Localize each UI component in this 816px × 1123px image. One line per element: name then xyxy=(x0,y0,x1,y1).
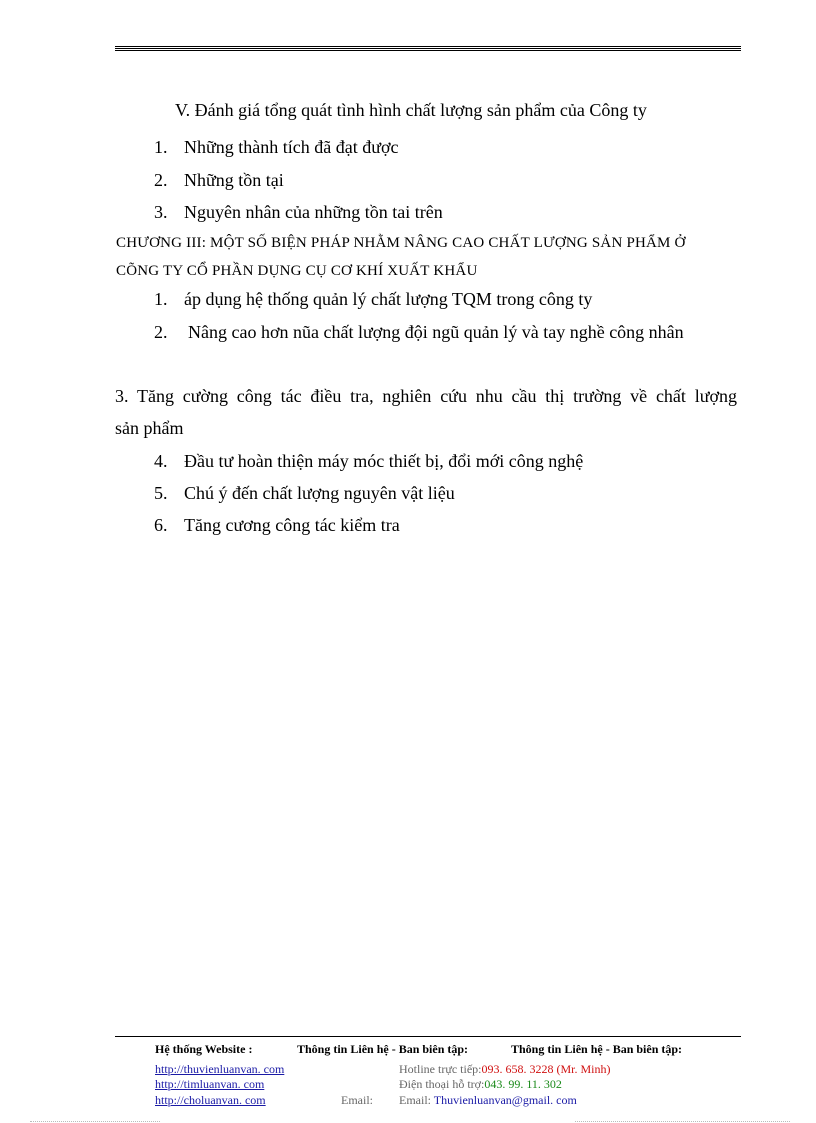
measure-number: 6. xyxy=(154,515,168,535)
email-value[interactable]: Thuvienluanvan@gmail. com xyxy=(433,1093,577,1107)
footer-contact-title-2: Thông tin Liên hệ - Ban biên tập: xyxy=(511,1042,683,1056)
chapter-title-line2: CÕNG TY CỔ PHẦN DỤNG CỤ CƠ KHÍ XUẤT KHẨU xyxy=(116,263,478,279)
footer-contact-title: Thông tin Liên hệ - Ban biên tập: xyxy=(297,1042,469,1056)
section-v-title: V. Đánh giá tổng quát tình hình chất lượng sản phẩm của Công ty xyxy=(175,100,647,120)
footer-website-link[interactable]: http://thuvienluanvan. com xyxy=(155,1062,285,1076)
sub-item-text: Những tồn tại xyxy=(184,170,284,190)
measure-number: 1. xyxy=(154,289,168,309)
chapter-title-line1: CHƯƠNG III: MỘT SỐ BIỆN PHÁP NHẰM NÂNG CAO CHẤT LƯỢNG SẢN PHẨM Ở xyxy=(116,235,686,251)
footer-dotted-line-right xyxy=(575,1121,790,1122)
footer-email xyxy=(399,1093,577,1107)
measure-text: Tăng cương công tác kiểm tra xyxy=(184,515,400,535)
hotline-label: Hotline trực tiếp: xyxy=(399,1062,482,1076)
measure-text: áp dụng hệ thống quản lý chất lượng TQM trong công ty xyxy=(184,289,593,309)
measure-item xyxy=(154,450,583,472)
footer-rule xyxy=(115,1036,741,1037)
measure-text: Đầu tư hoàn thiện máy móc thiết bị, đổi mới công nghệ xyxy=(184,451,584,471)
sub-item-number: 1. xyxy=(154,137,168,157)
sub-item xyxy=(154,201,443,223)
header-rule-3 xyxy=(115,50,741,51)
email-label: Email: xyxy=(399,1093,431,1107)
sub-item xyxy=(154,136,398,158)
measure-number: 4. xyxy=(154,451,168,471)
sub-item xyxy=(154,169,284,191)
measure-3-line2: sản phẩm xyxy=(115,418,184,438)
measure-item xyxy=(154,288,592,310)
support-value: 043. 99. 11. 302 xyxy=(484,1077,562,1091)
footer-websites-title: Hệ thống Website : xyxy=(155,1042,253,1056)
sub-item-number: 3. xyxy=(154,202,168,222)
footer-email-label-mid: Email: xyxy=(341,1093,373,1107)
header-rule-2 xyxy=(115,48,741,49)
support-label: Điện thoại hỗ trợ: xyxy=(399,1077,485,1091)
measure-number: 2. xyxy=(154,322,168,342)
footer-support xyxy=(399,1077,562,1091)
footer-hotline xyxy=(399,1062,610,1076)
hotline-value: 093. 658. 3228 (Mr. Minh) xyxy=(481,1062,611,1076)
measure-item xyxy=(154,482,455,504)
header-rule-1 xyxy=(115,46,741,47)
footer-dotted-line-left xyxy=(30,1121,160,1122)
measure-number: 5. xyxy=(154,483,168,503)
measure-text: Nâng cao hơn nũa chất lượng đội ngũ quản lý và tay nghề công nhân xyxy=(188,322,684,342)
footer-website-link[interactable]: http://choluanvan. com xyxy=(155,1093,266,1107)
measure-item xyxy=(154,321,684,343)
measure-text: Chú ý đến chất lượng nguyên vật liệu xyxy=(184,483,455,503)
sub-item-number: 2. xyxy=(154,170,168,190)
footer-website-link[interactable]: http://timluanvan. com xyxy=(155,1077,265,1091)
sub-item-text: Nguyên nhân của những tồn tai trên xyxy=(184,202,443,222)
sub-item-text: Những thành tích đã đạt được xyxy=(184,137,399,157)
measure-3-line1: 3. Tăng cường công tác điều tra, nghiên cứu nhu cầu thị trường về chất lượng xyxy=(115,386,737,406)
measure-item xyxy=(154,514,400,536)
